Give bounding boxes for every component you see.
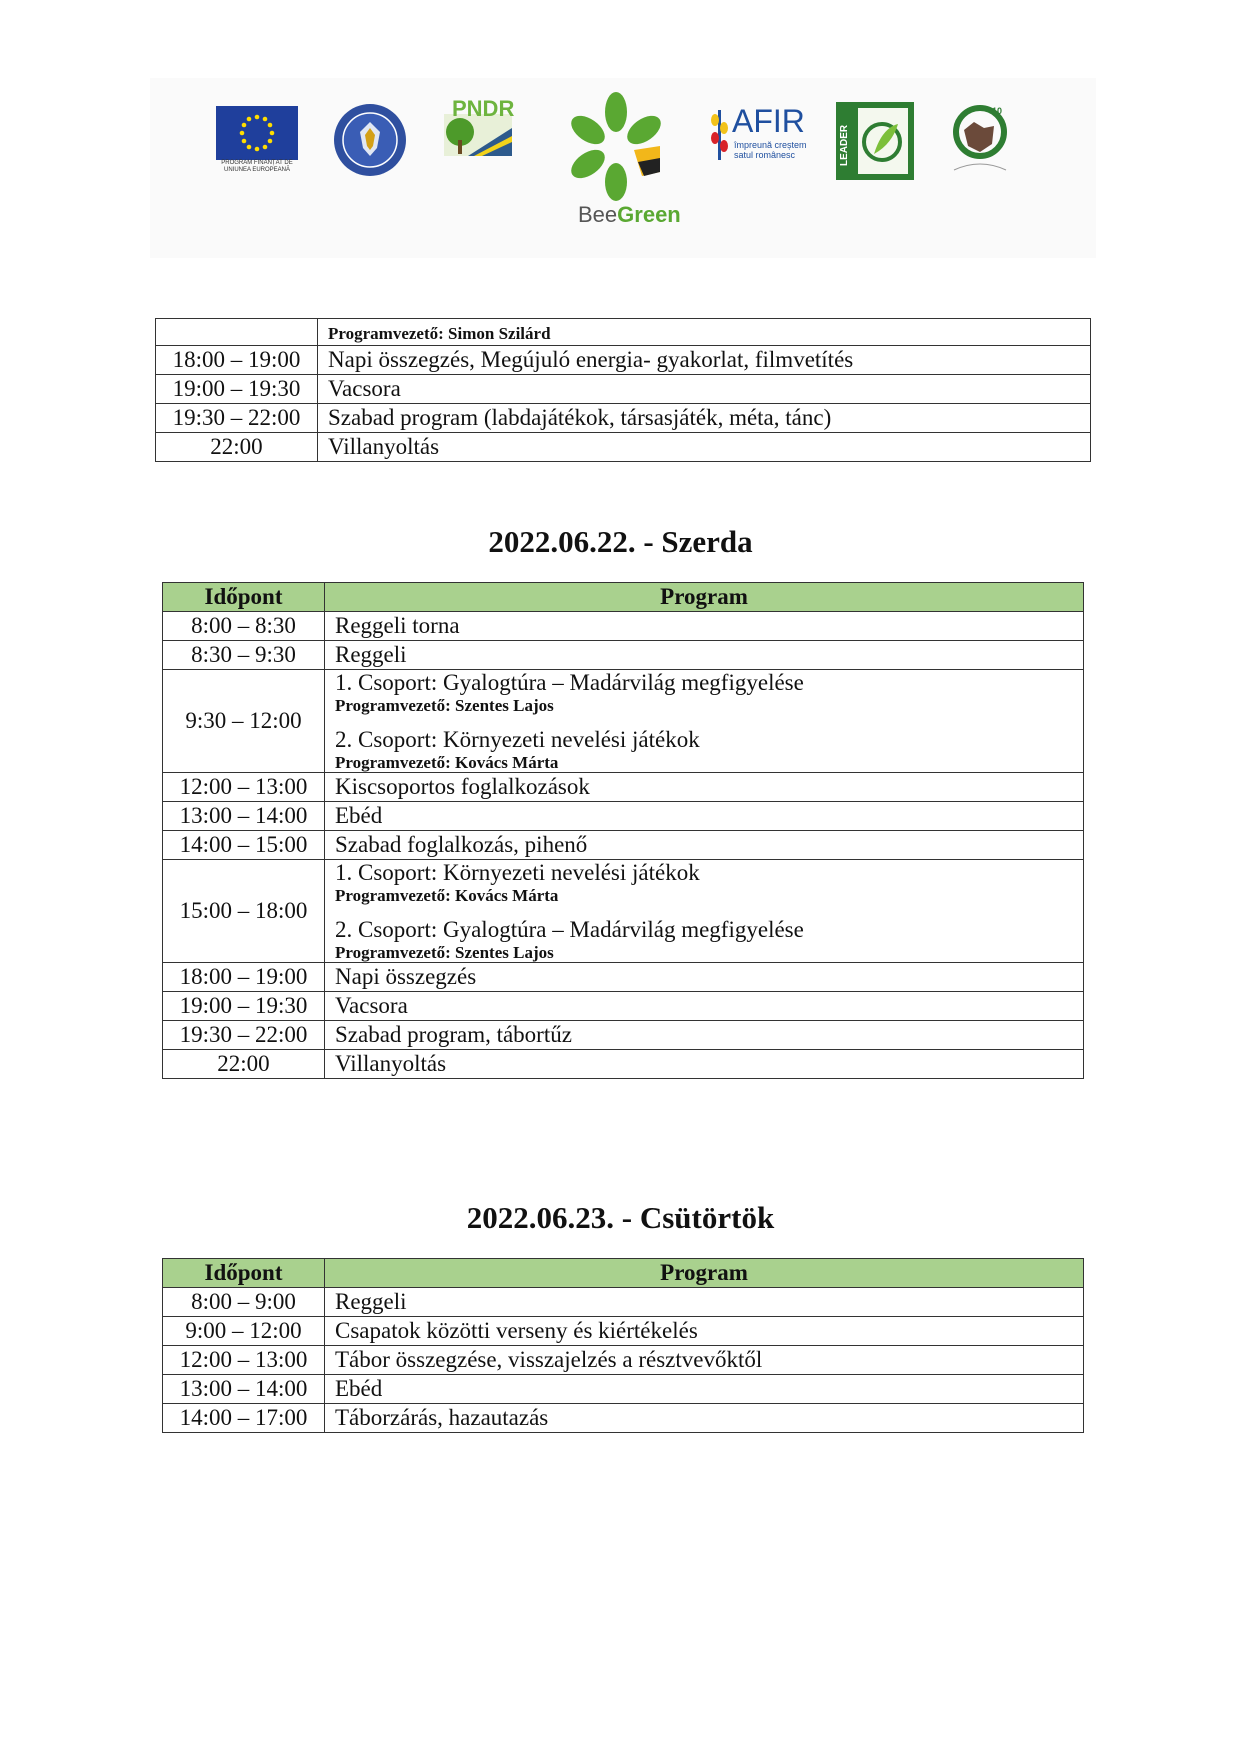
- table-row: [156, 433, 1091, 462]
- program-cell: Reggeli: [325, 641, 1084, 670]
- table-row: [163, 1288, 1084, 1317]
- eu-logo: [216, 106, 298, 174]
- table-row: [156, 375, 1091, 404]
- table-row: [163, 963, 1084, 992]
- table-header-row: [163, 583, 1084, 612]
- time-cell: 12:00 – 13:00: [163, 773, 325, 802]
- time-cell: 8:30 – 9:30: [163, 641, 325, 670]
- beegreen-text-bee: Bee: [578, 202, 618, 227]
- header-program: Program: [325, 583, 1084, 612]
- time-cell: 13:00 – 14:00: [163, 802, 325, 831]
- program-cell: Napi összegzés: [325, 963, 1084, 992]
- program-cell: Táborzárás, hazautazás: [325, 1404, 1084, 1433]
- time-cell: 8:00 – 9:00: [163, 1288, 325, 1317]
- group-1-leader: Programvezető: Kovács Márta: [335, 886, 559, 905]
- time-cell: [156, 319, 318, 346]
- day-title-csutortok: 2022.06.23. - Csütörtök: [466, 1200, 775, 1235]
- program-cell: Ebéd: [325, 1375, 1084, 1404]
- time-cell: 9:00 – 12:00: [163, 1317, 325, 1346]
- program-cell: Szabad program, tábortűz: [325, 1021, 1084, 1050]
- table-row: [163, 1021, 1084, 1050]
- time-cell: 14:00 – 17:00: [163, 1404, 325, 1433]
- table-row: [163, 831, 1084, 860]
- program-cell: Vacsora: [325, 992, 1084, 1021]
- time-cell: 18:00 – 19:00: [163, 963, 325, 992]
- program-cell: Kiscsoportos foglalkozások: [325, 773, 1084, 802]
- pndr-text: PNDR: [452, 96, 515, 121]
- leader-logo: [836, 102, 914, 180]
- pndr-logo: [438, 96, 518, 168]
- g10-num: 10: [992, 106, 1003, 116]
- romanian-government-seal-icon: [332, 102, 408, 178]
- program-cell: Szabad program (labdajátékok, társasjáték, méta, tánc): [318, 404, 1091, 433]
- table-row: [156, 404, 1091, 433]
- table-row: [163, 1404, 1084, 1433]
- leader-text: LEADER: [839, 124, 850, 166]
- time-cell: 19:30 – 22:00: [156, 404, 318, 433]
- program-cell: Napi összegzés, Megújuló energia- gyakorlat, filmvetítés: [318, 346, 1091, 375]
- beegreen-flower-icon: [554, 90, 684, 202]
- time-cell: 9:30 – 12:00: [163, 670, 325, 773]
- afir-wheat-icon: [710, 106, 728, 162]
- group-2-leader: Programvezető: Kovács Márta: [335, 753, 559, 772]
- header-time: Időpont: [163, 1259, 325, 1288]
- time-cell: 8:00 – 8:30: [163, 612, 325, 641]
- spacer: [335, 905, 1073, 917]
- header-time: Időpont: [163, 583, 325, 612]
- time-cell: 19:00 – 19:30: [163, 992, 325, 1021]
- time-cell: 18:00 – 19:00: [156, 346, 318, 375]
- table-row: [163, 670, 1084, 773]
- afir-text: AFIR: [732, 103, 805, 139]
- time-cell: 12:00 – 13:00: [163, 1346, 325, 1375]
- group-2-leader: Programvezető: Szentes Lajos: [335, 943, 554, 962]
- prev-day-table: [155, 318, 1091, 462]
- afir-sub-2: satul românesc: [734, 150, 796, 160]
- beegreen-text-green: Green: [617, 202, 681, 227]
- table-row: [163, 641, 1084, 670]
- table-row: [163, 860, 1084, 963]
- program-cell: Szabad foglalkozás, pihenő: [325, 831, 1084, 860]
- program-leader: Programvezető: Simon Szilárd: [328, 324, 551, 343]
- beegreen-logo: [554, 90, 684, 250]
- eu-caption-1: PROGRAM FINANȚAT DE: [221, 160, 293, 166]
- program-cell: Vacsora: [318, 375, 1091, 404]
- program-cell: Reggeli torna: [325, 612, 1084, 641]
- g10-logo: [944, 100, 1016, 178]
- eu-flag-icon: [216, 106, 298, 160]
- spacer: [335, 715, 1073, 727]
- logo-banner: [150, 78, 1096, 258]
- time-cell: 22:00: [163, 1050, 325, 1079]
- beegreen-wordmark: [578, 202, 681, 228]
- program-cell: Reggeli: [325, 1288, 1084, 1317]
- afir-sub-1: împreună creștem: [734, 140, 807, 150]
- time-cell: 15:00 – 18:00: [163, 860, 325, 963]
- table-row: [163, 612, 1084, 641]
- table-header-row: [163, 1259, 1084, 1288]
- program-cell: Ebéd: [325, 802, 1084, 831]
- g10-map-icon: [944, 100, 1016, 178]
- program-cell: Tábor összegzése, visszajelzés a résztvevőktől: [325, 1346, 1084, 1375]
- time-cell: 14:00 – 15:00: [163, 831, 325, 860]
- table-row: [163, 992, 1084, 1021]
- table-row: [163, 1346, 1084, 1375]
- day1-schedule-table: [162, 582, 1084, 1079]
- program-cell: Villanyoltás: [318, 433, 1091, 462]
- table-row: [163, 802, 1084, 831]
- program-cell: Csapatok közötti verseny és kiértékelés: [325, 1317, 1084, 1346]
- time-cell: 13:00 – 14:00: [163, 1375, 325, 1404]
- group-1-activity: 1. Csoport: Gyalogtúra – Madárvilág megfigyelése: [335, 670, 804, 695]
- group-1-leader: Programvezető: Szentes Lajos: [335, 696, 554, 715]
- table-row: [163, 773, 1084, 802]
- program-cell-groups: [325, 860, 1084, 963]
- group-2-activity: 2. Csoport: Gyalogtúra – Madárvilág megfigyelése: [335, 917, 804, 942]
- program-cell: Villanyoltás: [325, 1050, 1084, 1079]
- time-cell: 19:30 – 22:00: [163, 1021, 325, 1050]
- time-cell: 19:00 – 19:30: [156, 375, 318, 404]
- day-title-szerda: 2022.06.22. - Szerda: [488, 524, 753, 559]
- program-cell-groups: [325, 670, 1084, 773]
- table-row: [163, 1317, 1084, 1346]
- day2-schedule-table: [162, 1258, 1084, 1433]
- table-row: [156, 346, 1091, 375]
- group-1-activity: 1. Csoport: Környezeti nevelési játékok: [335, 860, 700, 885]
- table-row: [163, 1050, 1084, 1079]
- group-2-activity: 2. Csoport: Környezeti nevelési játékok: [335, 727, 700, 752]
- guvern-logo: [332, 102, 408, 178]
- eu-caption-2: UNIUNEA EUROPEANĂ: [223, 167, 290, 173]
- header-program: Program: [325, 1259, 1084, 1288]
- table-row: [163, 1375, 1084, 1404]
- afir-logo: [710, 104, 810, 174]
- table-row: [156, 319, 1091, 346]
- time-cell: 22:00: [156, 433, 318, 462]
